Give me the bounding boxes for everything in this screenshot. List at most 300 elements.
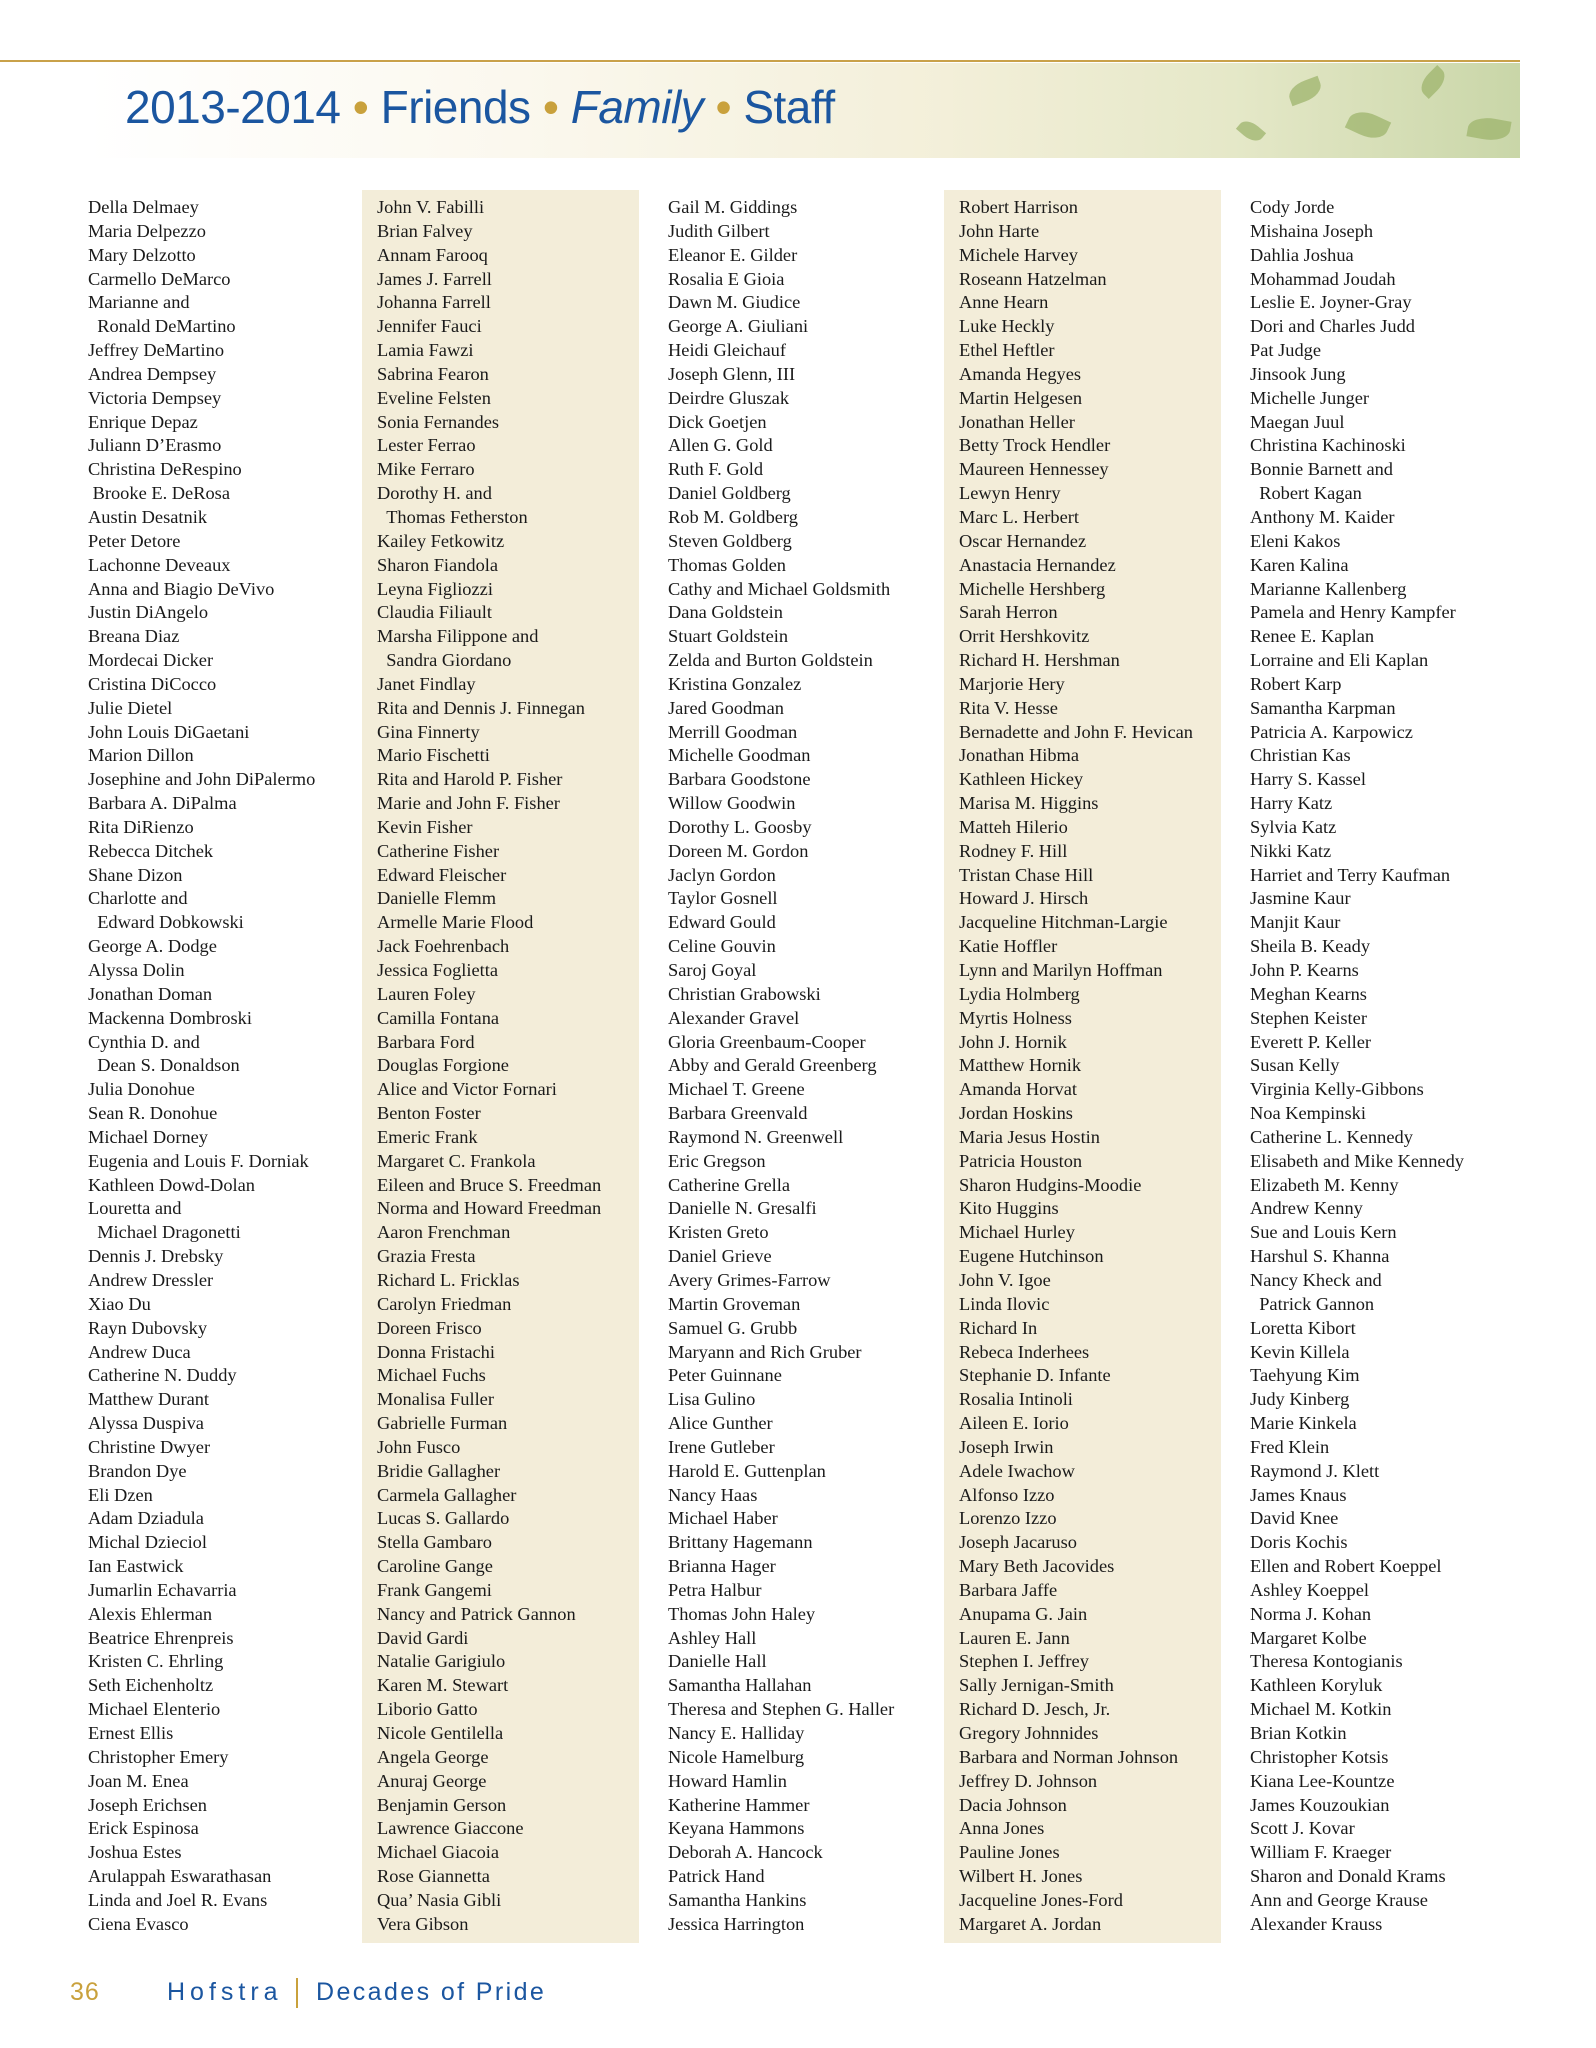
donor-name: Bridie Gallagher (377, 1460, 501, 1481)
donor-name: Mary Delzotto (88, 244, 196, 265)
donor-name: Nancy Kheck and (1250, 1269, 1382, 1290)
donor-name: Noa Kempinski (1250, 1103, 1366, 1124)
donor-name: Lorraine and Eli Kaplan (1250, 650, 1429, 671)
donor-name: Michael T. Greene (668, 1079, 805, 1100)
donor-name: Harold E. Guttenplan (668, 1460, 826, 1481)
donor-name: Leslie E. Joyner-Gray (1250, 292, 1412, 313)
donor-name: Natalie Garigiulo (377, 1651, 506, 1672)
donor-name: Elizabeth M. Kenny (1250, 1174, 1399, 1195)
donor-name: Rodney F. Hill (959, 840, 1068, 861)
donor-name: Christina Kachinoski (1250, 435, 1406, 456)
donor-name: Virginia Kelly-Gibbons (1250, 1079, 1424, 1100)
donor-name: Sheila B. Keady (1250, 936, 1371, 957)
donor-name: Jeffrey DeMartino (88, 340, 225, 361)
donor-name: Raymond J. Klett (1250, 1460, 1380, 1481)
donor-name: Luke Heckly (959, 316, 1055, 337)
donor-name: Dorothy H. and (377, 483, 492, 504)
donor-name: Lester Ferrao (377, 435, 476, 456)
donor-name: Betty Trock Hendler (959, 435, 1111, 456)
donor-name: Barbara Goodstone (668, 769, 811, 790)
donor-name: Richard In (959, 1317, 1038, 1338)
donor-name: Kathleen Dowd-Dolan (88, 1174, 255, 1195)
donor-name: Angela George (377, 1746, 489, 1767)
donor-name: David Knee (1250, 1508, 1339, 1529)
donor-name: Theresa and Stephen G. Haller (668, 1699, 895, 1720)
name-column-4 (944, 190, 1221, 1943)
donor-name: Michael Elenterio (88, 1699, 221, 1720)
donor-name: Adele Iwachow (959, 1460, 1075, 1481)
donor-name: Kathleen Koryluk (1250, 1675, 1383, 1696)
donor-name: Anastacia Hernandez (959, 554, 1116, 575)
donor-name: Ciena Evasco (88, 1913, 189, 1934)
donor-name: Austin Desatnik (88, 506, 208, 527)
donor-name: Lucas S. Gallardo (377, 1508, 510, 1529)
donor-name: Jessica Foglietta (377, 960, 499, 980)
donor-name: Patrick Hand (668, 1866, 765, 1887)
donor-name: Robert Harrison (959, 197, 1079, 217)
donor-name: Alice Gunther (668, 1413, 773, 1434)
donor-name: Kiana Lee-Kountze (1250, 1770, 1395, 1791)
donor-name: Rebecca Ditchek (88, 840, 214, 861)
leaf-decoration (1345, 106, 1391, 145)
donor-name: Gail M. Giddings (668, 197, 798, 217)
donor-name: Christine Dwyer (88, 1436, 211, 1457)
donor-name: Stephen Keister (1250, 1007, 1367, 1028)
donor-name: Thomas Golden (668, 554, 786, 575)
donor-name: Gabrielle Furman (377, 1413, 508, 1434)
donor-name: Allen G. Gold (668, 435, 773, 456)
donor-name: Michael Hurley (959, 1222, 1075, 1243)
donor-name: Matteh Hilerio (959, 816, 1068, 837)
name-column-5 (1235, 190, 1512, 1937)
donor-name: Jonathan Heller (959, 411, 1075, 432)
donor-name: Zelda and Burton Goldstein (668, 650, 873, 671)
donor-name: Danielle N. Gresalfi (668, 1198, 817, 1219)
donor-name: Michael Giacoia (377, 1842, 500, 1863)
title-year: 2013-2014 (125, 81, 341, 133)
donor-name: Adam Dziadula (88, 1508, 204, 1529)
donor-name: Gregory Johnnides (959, 1723, 1099, 1743)
donor-name: Annam Farooq (377, 244, 488, 265)
donor-name: Orrit Hershkovitz (959, 626, 1090, 647)
donor-name: Jonathan Doman (88, 983, 213, 1004)
donor-name: Claudia Filiault (377, 602, 492, 623)
donor-name: James J. Farrell (377, 268, 492, 289)
donor-name: Kevin Fisher (377, 816, 473, 837)
donor-name: Dana Goldstein (668, 602, 783, 623)
donor-name: Meghan Kearns (1250, 983, 1367, 1004)
donor-name: Brittany Hagemann (668, 1532, 813, 1553)
donor-name: John Louis DiGaetani (88, 721, 250, 742)
donor-name: Nicole Gentilella (377, 1723, 504, 1743)
donor-name: Rob M. Goldberg (668, 506, 798, 527)
donor-name: Stephanie D. Infante (959, 1365, 1111, 1386)
top-rule (0, 60, 1520, 62)
donor-name: Maegan Juul (1250, 411, 1345, 432)
donor-name: Michal Dzieciol (88, 1532, 207, 1553)
donor-name: Lauren E. Jann (959, 1627, 1070, 1648)
donor-name: Samantha Hallahan (668, 1675, 812, 1696)
donor-name: Donna Fristachi (377, 1341, 495, 1362)
donor-name: Nancy E. Halliday (668, 1723, 805, 1743)
donor-name: Nicole Hamelburg (668, 1746, 805, 1767)
donor-name: Andrew Kenny (1250, 1198, 1363, 1219)
donor-name: Mohammad Joudah (1250, 268, 1396, 289)
donor-name: Xiao Du (88, 1293, 151, 1314)
donor-name: Rita DiRienzo (88, 816, 194, 837)
donor-name: Dick Goetjen (668, 411, 767, 432)
donor-name: Catherine N. Duddy (88, 1365, 237, 1386)
donor-name: Ronald DeMartino (88, 316, 236, 337)
donor-name: Joseph Irwin (959, 1436, 1054, 1457)
donor-name: Rita and Dennis J. Finnegan (377, 697, 585, 718)
donor-name: Richard H. Hershman (959, 650, 1120, 671)
donor-name: Sue and Louis Kern (1250, 1222, 1397, 1243)
donor-name: Carmela Gallagher (377, 1484, 517, 1505)
donor-name: Patricia Houston (959, 1150, 1083, 1171)
donor-name: Samantha Hankins (668, 1889, 807, 1910)
donor-name: Margaret Kolbe (1250, 1627, 1367, 1648)
donor-name: Ann and George Krause (1250, 1889, 1428, 1910)
donor-name: Pamela and Henry Kampfer (1250, 602, 1456, 623)
donor-name: Justin DiAngelo (88, 602, 209, 623)
donor-name: Breana Diaz (88, 626, 180, 647)
donor-name: Carmello DeMarco (88, 268, 231, 289)
donor-name: Michele Harvey (959, 244, 1078, 265)
donor-name: William F. Kraeger (1250, 1842, 1392, 1863)
donor-name: Matthew Durant (88, 1389, 210, 1410)
donor-name: Marsha Filippone and (377, 626, 539, 647)
donor-name: Harry Katz (1250, 793, 1333, 814)
donor-name: Myrtis Holness (959, 1007, 1072, 1028)
donor-name: Joseph Glenn, III (668, 363, 796, 384)
publication-name: Hofstra (167, 1978, 283, 2006)
donor-name: Lorenzo Izzo (959, 1508, 1057, 1529)
donor-name: Joan M. Enea (88, 1770, 189, 1791)
donor-name: Caroline Gange (377, 1556, 493, 1577)
donor-name: Gina Finnerty (377, 721, 480, 742)
donor-name: Linda Ilovic (959, 1293, 1050, 1314)
donor-name: Christian Kas (1250, 745, 1351, 766)
donor-name: Dennis J. Drebsky (88, 1246, 224, 1267)
donor-name: Julia Donohue (88, 1079, 195, 1100)
donor-name: Harry S. Kassel (1250, 769, 1366, 790)
donor-name: Marie Kinkela (1250, 1413, 1357, 1434)
donor-name: Howard Hamlin (668, 1770, 788, 1791)
donor-name: Benton Foster (377, 1103, 481, 1124)
donor-name: Sonia Fernandes (377, 411, 500, 432)
donor-name: Stella Gambaro (377, 1532, 492, 1553)
title-separator: • (352, 81, 369, 133)
donor-name: Jack Foehrenbach (377, 936, 510, 957)
donor-name: Dawn M. Giudice (668, 292, 801, 313)
donor-name: Barbara Ford (377, 1031, 475, 1052)
donor-name: Marie and John F. Fisher (377, 793, 560, 814)
donor-name: Daniel Grieve (668, 1246, 772, 1267)
donor-name: Patricia A. Karpowicz (1250, 721, 1413, 742)
donor-name: Petra Halbur (668, 1579, 762, 1600)
donor-name: Everett P. Keller (1250, 1031, 1372, 1052)
donor-name: Elisabeth and Mike Kennedy (1250, 1150, 1464, 1171)
page-number: 36 (70, 1978, 100, 2006)
donor-name: Maria Delpezzo (88, 220, 206, 241)
donor-name: Julie Dietel (88, 697, 173, 718)
donor-name: John J. Hornik (959, 1031, 1067, 1052)
donor-name: Joshua Estes (88, 1842, 182, 1863)
donor-name: Christina DeRespino (88, 459, 242, 480)
donor-name: Fred Klein (1250, 1436, 1330, 1457)
donor-name: Doreen M. Gordon (668, 840, 809, 861)
donor-name: Bonnie Barnett and (1250, 459, 1394, 480)
donor-name: Eugene Hutchinson (959, 1246, 1104, 1267)
donor-name: Gloria Greenbaum-Cooper (668, 1031, 866, 1052)
donor-name: Michael Haber (668, 1508, 778, 1529)
donor-name: Cynthia D. and (88, 1031, 200, 1052)
donor-name: Marjorie Hery (959, 673, 1065, 694)
donor-name: Howard J. Hirsch (959, 888, 1089, 909)
donor-name: Theresa Kontogianis (1250, 1651, 1403, 1672)
donor-name: John Fusco (377, 1436, 461, 1457)
donor-name: Anupama G. Jain (959, 1603, 1088, 1624)
donor-name: Camilla Fontana (377, 1007, 500, 1028)
donor-name: Ian Eastwick (88, 1556, 184, 1577)
donor-name: Christopher Kotsis (1250, 1746, 1389, 1767)
donor-name: Jared Goodman (668, 697, 784, 718)
donor-name: Eleanor E. Gilder (668, 244, 798, 265)
donor-name: Lisa Gulino (668, 1389, 756, 1410)
donor-name: Shane Dizon (88, 864, 183, 885)
donor-name: Edward Dobkowski (88, 912, 244, 933)
donor-name: Kristen Greto (668, 1222, 769, 1243)
name-column-1 (73, 190, 350, 1937)
donor-name: Norma J. Kohan (1250, 1603, 1372, 1624)
donor-name: Anthony M. Kaider (1250, 506, 1395, 527)
donor-name: Alexander Krauss (1250, 1913, 1383, 1934)
donor-name: Ellen and Robert Koeppel (1250, 1556, 1442, 1577)
donor-name: Barbara A. DiPalma (88, 793, 237, 814)
donor-name: Jacqueline Hitchman-Largie (959, 912, 1168, 933)
donor-name: Eileen and Bruce S. Freedman (377, 1174, 602, 1195)
donor-name: Christopher Emery (88, 1746, 229, 1767)
donor-name: Mackenna Dombroski (88, 1007, 252, 1028)
donor-name: Ashley Koeppel (1250, 1579, 1370, 1600)
donor-name: Katherine Hammer (668, 1794, 810, 1815)
donor-name: Liborio Gatto (377, 1699, 478, 1720)
donor-name: Lynn and Marilyn Hoffman (959, 960, 1163, 980)
donor-name: Sharon and Donald Krams (1250, 1866, 1446, 1887)
donor-name: Eli Dzen (88, 1484, 153, 1505)
donor-name: Qua’ Nasia Gibli (377, 1889, 502, 1910)
donor-name: Avery Grimes-Farrow (668, 1269, 831, 1290)
donor-name: Tristan Chase Hill (959, 864, 1094, 885)
donor-name: Samuel G. Grubb (668, 1317, 798, 1338)
donor-name: Marc L. Herbert (959, 506, 1079, 527)
donor-name: Kito Huggins (959, 1198, 1059, 1219)
donor-name: Thomas John Haley (668, 1603, 816, 1624)
donor-name: Brooke E. DeRosa (88, 483, 230, 504)
donor-name: Alexis Ehlerman (88, 1603, 213, 1624)
donor-name: Jumarlin Echavarria (88, 1579, 237, 1600)
donor-name: Maria Jesus Hostin (959, 1126, 1100, 1147)
donor-name: Deirdre Gluszak (668, 387, 790, 408)
donor-name: Katie Hoffler (959, 936, 1058, 957)
donor-name: Barbara and Norman Johnson (959, 1746, 1179, 1767)
donor-name: Barbara Greenvald (668, 1103, 808, 1124)
donor-name: Erick Espinosa (88, 1818, 199, 1839)
donor-name: Lawrence Giaccone (377, 1818, 524, 1839)
donor-name: John Harte (959, 220, 1040, 241)
donor-name: Judy Kinberg (1250, 1389, 1350, 1410)
donor-name: Ethel Heftler (959, 340, 1055, 361)
donor-name: Richard D. Jesch, Jr. (959, 1699, 1111, 1720)
donor-name: Jennifer Fauci (377, 316, 482, 337)
donor-name: Robert Karp (1250, 673, 1342, 694)
donor-name: Kevin Killela (1250, 1341, 1350, 1362)
donor-name: Eric Gregson (668, 1150, 766, 1171)
donor-name: Rita and Harold P. Fisher (377, 769, 563, 790)
donor-name: Rosalia E Gioia (668, 268, 785, 289)
donor-name: Loretta Kibort (1250, 1317, 1356, 1338)
donor-name: Harshul S. Khanna (1250, 1246, 1390, 1267)
donor-name: Dahlia Joshua (1250, 244, 1354, 265)
donor-name: Doreen Frisco (377, 1317, 482, 1338)
donor-name: Sally Jernigan-Smith (959, 1675, 1114, 1696)
donor-name: Kathleen Hickey (959, 769, 1084, 790)
donor-name: Nikki Katz (1250, 840, 1332, 861)
donor-name: Grazia Fresta (377, 1246, 476, 1267)
donor-name: Douglas Forgione (377, 1055, 509, 1076)
donor-name: Marion Dillon (88, 745, 194, 766)
donor-name: Amanda Horvat (959, 1079, 1077, 1100)
donor-name: Arulappah Eswarathasan (88, 1866, 272, 1887)
donor-columns (0, 190, 1596, 1950)
donor-name: Celine Gouvin (668, 936, 776, 957)
donor-name: Alyssa Duspiva (88, 1413, 204, 1434)
donor-name: Ernest Ellis (88, 1723, 174, 1743)
donor-name: Nancy and Patrick Gannon (377, 1603, 576, 1624)
donor-name: Peter Guinnane (668, 1365, 782, 1386)
donor-name: Roseann Hatzelman (959, 268, 1107, 289)
donor-name: Aaron Frenchman (377, 1222, 511, 1243)
donor-name: Dorothy L. Goosby (668, 816, 812, 837)
donor-name: Michelle Junger (1250, 387, 1369, 408)
donor-name: Vera Gibson (377, 1913, 469, 1934)
donor-name: Rayn Dubovsky (88, 1317, 208, 1338)
donor-name: Lamia Fawzi (377, 340, 474, 361)
donor-name: John P. Kearns (1250, 960, 1359, 980)
donor-name: Mishaina Joseph (1250, 220, 1374, 241)
donor-name: Martin Helgesen (959, 387, 1083, 408)
donor-name: Rosalia Intinoli (959, 1389, 1073, 1410)
donor-name: Brandon Dye (88, 1460, 187, 1481)
title-family: Family (570, 81, 704, 133)
donor-name: Dean S. Donaldson (88, 1055, 240, 1076)
donor-name: Brianna Hager (668, 1556, 776, 1577)
donor-name: Renee E. Kaplan (1250, 626, 1375, 647)
donor-name: Scott J. Kovar (1250, 1818, 1355, 1839)
donor-name: Beatrice Ehrenpreis (88, 1627, 234, 1648)
donor-name: George A. Dodge (88, 936, 217, 957)
donor-name: Eugenia and Louis F. Dorniak (88, 1150, 309, 1171)
title-separator: • (542, 81, 559, 133)
donor-name: Catherine Fisher (377, 840, 500, 861)
donor-name: Jasmine Kaur (1250, 888, 1351, 909)
donor-name: Pat Judge (1250, 340, 1322, 361)
donor-name: John V. Fabilli (377, 197, 485, 217)
donor-name: Amanda Hegyes (959, 363, 1082, 384)
donor-name: Alexander Gravel (668, 1007, 800, 1028)
donor-name: Samantha Karpman (1250, 697, 1396, 718)
donor-name: Mario Fischetti (377, 745, 490, 766)
donor-name: Josephine and John DiPalermo (88, 769, 316, 790)
donor-name: Catherine L. Kennedy (1250, 1126, 1413, 1147)
section-name: Decades of Pride (316, 1978, 547, 2006)
leaf-decoration (1416, 65, 1450, 99)
footer-divider (296, 1978, 298, 2008)
donor-name: Deborah A. Hancock (668, 1842, 823, 1863)
donor-name: Stephen I. Jeffrey (959, 1651, 1089, 1672)
donor-name: Margaret C. Frankola (377, 1150, 536, 1171)
donor-name: Jinsook Jung (1250, 363, 1346, 384)
donor-name: Eleni Kakos (1250, 530, 1341, 551)
title-friends: Friends (380, 81, 531, 133)
donor-name: Margaret A. Jordan (959, 1913, 1102, 1934)
donor-name: Sean R. Donohue (88, 1103, 218, 1124)
donor-name: Richard L. Fricklas (377, 1269, 520, 1290)
donor-name: Marianne and (88, 292, 190, 313)
donor-name: Michael M. Kotkin (1250, 1699, 1392, 1720)
donor-name: Marisa M. Higgins (959, 793, 1099, 814)
donor-name: Joseph Erichsen (88, 1794, 208, 1815)
donor-name: Emeric Frank (377, 1126, 478, 1147)
donor-name: Alfonso Izzo (959, 1484, 1055, 1505)
title-separator: • (715, 81, 732, 133)
donor-name: Rita V. Hesse (959, 697, 1058, 718)
donor-name: Rebeca Inderhees (959, 1341, 1090, 1362)
donor-name: Barbara Jaffe (959, 1579, 1058, 1600)
donor-name: Alice and Victor Fornari (377, 1079, 557, 1100)
donor-name: Raymond N. Greenwell (668, 1126, 844, 1147)
donor-name: Mary Beth Jacovides (959, 1556, 1115, 1577)
donor-name: Kailey Fetkowitz (377, 530, 505, 551)
donor-name: Danielle Flemm (377, 888, 497, 909)
donor-name: Wilbert H. Jones (959, 1866, 1083, 1887)
donor-name: Jacqueline Jones-Ford (959, 1889, 1123, 1910)
donor-name: James Kouzoukian (1250, 1794, 1390, 1815)
donor-name: Saroj Goyal (668, 960, 757, 980)
donor-name: Doris Kochis (1250, 1532, 1348, 1553)
title-staff: Staff (743, 81, 835, 133)
donor-name: Marianne Kallenberg (1250, 578, 1407, 599)
donor-name: Catherine Grella (668, 1174, 791, 1195)
donor-name: Daniel Goldberg (668, 483, 791, 504)
donor-name: Mordecai Dicker (88, 650, 214, 671)
donor-name: Maryann and Rich Gruber (668, 1341, 862, 1362)
donor-name: Cathy and Michael Goldsmith (668, 578, 891, 599)
donor-name: Lachonne Deveaux (88, 554, 231, 575)
donor-name: Manjit Kaur (1250, 912, 1341, 933)
donor-name: Charlotte and (88, 888, 188, 909)
donor-name: Karen M. Stewart (377, 1675, 509, 1696)
donor-name: Johanna Farrell (377, 292, 491, 313)
leaf-decoration (1466, 115, 1511, 144)
donor-name: Sarah Herron (959, 602, 1058, 623)
donor-name: Mike Ferraro (377, 459, 475, 480)
donor-name: Monalisa Fuller (377, 1389, 494, 1410)
donor-name: Ashley Hall (668, 1627, 757, 1648)
donor-name: Rose Giannetta (377, 1866, 490, 1887)
donor-name: Cody Jorde (1250, 197, 1335, 217)
